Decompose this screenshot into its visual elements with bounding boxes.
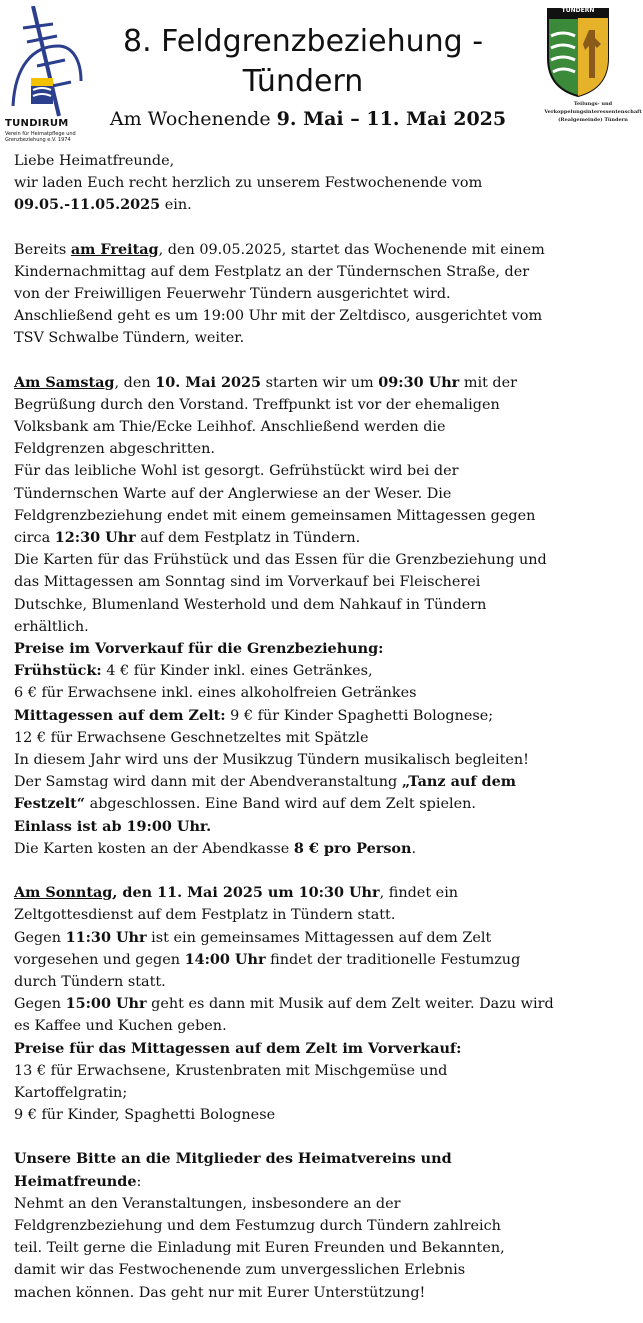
text-line: Feldgrenzbeziehung endet mit einem gemeinsamen Mittagessen gegen — [14, 507, 536, 524]
text-line: Volksbank am Thie/Ecke Leihhof. Anschließend werden die — [14, 419, 446, 436]
text-line: Für das leibliche Wohl ist gesorgt. Gefrühstückt wird bei der — [14, 463, 459, 480]
text-line: Feldgrenzbeziehung und dem Festumzug durch Tündern zahlreich — [14, 1217, 501, 1234]
text-line: TSV Schwalbe Tündern, weiter. — [14, 330, 245, 347]
text-line: Am Samstag, den 10. Mai 2025 starten wir um 09:30 Uhr mit der — [14, 373, 518, 391]
text-line: teil. Teilt gerne die Einladung mit Euren Freunden und Bekannten, — [14, 1240, 505, 1257]
text-line: es Kaffee und Kuchen geben. — [14, 1018, 227, 1035]
text-line: wir laden Euch recht herzlich zu unserem Festwochenende vom — [14, 175, 483, 192]
text-line: Mittagessen auf dem Zelt: 9 € für Kinder Spaghetti Bolognese; — [14, 706, 494, 724]
text-line: durch Tündern statt. — [14, 973, 166, 990]
text-line: 13 € für Erwachsene, Krustenbraten mit Mischgemüse und — [14, 1062, 448, 1079]
text-line: Die Karten kosten an der Abendkasse 8 € pro Person. — [14, 839, 417, 857]
text-line: Heimatfreunde: — [14, 1172, 142, 1190]
closing-paragraph — [14, 1148, 640, 1303]
realgemeinde-name: Teilungs- und Verkoppelungsinteressentenschaft (Realgemeinde) Tündern — [544, 101, 642, 123]
letter-body — [14, 150, 640, 1304]
text-line: Bereits am Freitag, den 09.05.2025, startet das Wochenende mit einem — [14, 240, 545, 258]
text-line: 09.05.-11.05.2025 ein. — [14, 196, 192, 214]
sunday-paragraph — [14, 882, 640, 1126]
text-line: Kindernachmittag auf dem Festplatz an der Tündernschen Straße, der — [14, 263, 530, 280]
greeting: Liebe Heimatfreunde, — [14, 153, 175, 169]
text-line: Die Karten für das Frühstück und das Essen für die Grenzbeziehung und — [14, 552, 547, 569]
header — [0, 0, 643, 148]
text-line: Gegen 11:30 Uhr ist ein gemeinsames Mittagessen auf dem Zelt — [14, 928, 492, 946]
text-line: Frühstück: 4 € für Kinder inkl. eines Getränkes, — [14, 662, 373, 680]
text-line: Preise für das Mittagessen auf dem Zelt im Vorverkauf: — [14, 1039, 462, 1057]
title-line-2: Tündern — [242, 64, 364, 99]
dates-value: 9. Mai – 11. Mai 2025 — [276, 108, 507, 130]
text-line: Der Samstag wird dann mit der Abendveranstaltung „Tanz auf dem — [14, 773, 516, 791]
tundirum-subtitle: Verein für Heimatpflege und Grenzbeziehung e.V. 1974 — [5, 131, 76, 143]
title-line-1: 8. Feldgrenzbeziehung - — [122, 24, 484, 59]
intro-paragraph — [14, 150, 640, 217]
tundirum-logo — [3, 6, 83, 146]
text-line: von der Freiwilligen Feuerwehr Tündern ausgerichtet wird. — [14, 286, 451, 303]
text-line: Nehmt an den Veranstaltungen, insbesondere an der — [14, 1195, 401, 1212]
text-line: Einlass ist ab 19:00 Uhr. — [14, 817, 212, 835]
text-line: Am Sonntag, den 11. Mai 2025 um 10:30 Uhr, findet ein — [14, 884, 459, 902]
text-line: circa 12:30 Uhr auf dem Festplatz in Tündern. — [14, 529, 361, 547]
tundirum-name: TUNDIRUM — [5, 118, 69, 129]
text-line: Kartoffelgratin; — [14, 1084, 128, 1101]
event-dates — [88, 106, 528, 132]
text-line: Anschließend geht es um 19:00 Uhr mit der Zeltdisco, ausgerichtet vom — [14, 308, 543, 325]
text-line: Preise im Vorverkauf für die Grenzbeziehung: — [14, 640, 384, 658]
text-line: Dutschke, Blumenland Westerhold und dem Nahkauf in Tündern — [14, 596, 487, 613]
friday-paragraph — [14, 239, 640, 350]
text-line: Festzelt“ abgeschlossen. Eine Band wird auf dem Zelt spielen. — [14, 795, 476, 813]
text-line: In diesem Jahr wird uns der Musikzug Tündern musikalisch begleiten! — [14, 752, 529, 769]
text-line: Zeltgottesdienst auf dem Festplatz in Tündern statt. — [14, 907, 396, 924]
dates-prefix: Am Wochenende — [109, 108, 277, 130]
text-line: erhältlich. — [14, 618, 89, 635]
surveyor-staff-icon — [3, 6, 83, 118]
tuendern-label: TÜNDERN — [561, 7, 595, 14]
text-line: das Mittagessen am Sonntag sind im Vorverkauf bei Fleischerei — [14, 574, 481, 591]
text-line: machen können. Das geht nur mit Eurer Unterstützung! — [14, 1284, 426, 1301]
text-line: damit wir das Festwochenende zum unvergesslichen Erlebnis — [14, 1262, 466, 1279]
saturday-paragraph — [14, 372, 640, 860]
text-line: Unsere Bitte an die Mitglieder des Heimatvereins und — [14, 1150, 452, 1168]
realgemeinde-logo — [545, 8, 640, 138]
text-line: 9 € für Kinder, Spaghetti Bolognese — [14, 1107, 276, 1124]
text-line: Begrüßung durch den Vorstand. Treffpunkt ist vor der ehemaligen — [14, 396, 500, 413]
text-line: Feldgrenzen abgeschritten. — [14, 441, 215, 458]
text-line: Tündernschen Warte auf der Anglerwiese an der Weser. Die — [14, 485, 452, 502]
text-line: 12 € für Erwachsene Geschnetzeltes mit Spätzle — [14, 729, 369, 746]
text-line: Gegen 15:00 Uhr geht es dann mit Musik auf dem Zelt weiter. Dazu wird — [14, 995, 554, 1013]
page-title — [88, 22, 518, 102]
text-line: 6 € für Erwachsene inkl. eines alkoholfreien Getränkes — [14, 685, 417, 702]
coat-of-arms-icon — [545, 8, 611, 98]
text-line: vorgesehen und gegen 14:00 Uhr findet der traditionelle Festumzug — [14, 950, 521, 968]
